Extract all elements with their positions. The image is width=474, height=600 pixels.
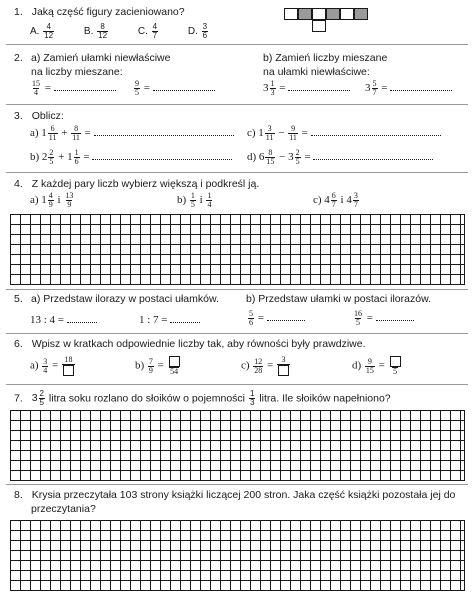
q1-header	[14, 6, 185, 18]
divider	[6, 44, 468, 45]
q3-c: c) 1 $\frac{3}{11}$ − $\frac{9}{11}$ =	[247, 125, 441, 142]
answer-blank[interactable]	[390, 82, 452, 91]
q5-a1: 13 : 4 =	[30, 314, 97, 326]
q3-a: a) 1 $\frac{6}{11}$ + $\frac{8}{11}$ =	[30, 125, 234, 142]
q1-option-b-fraction: $\frac{8}{12}$	[98, 22, 108, 40]
q6-a: a) $\frac{3}{4}$ = 18	[30, 356, 76, 376]
divider	[6, 104, 468, 105]
answer-box[interactable]	[63, 365, 74, 376]
answer-blank[interactable]	[376, 312, 414, 321]
q7-number: 7.	[14, 392, 23, 405]
q5-a2: 1 : 7 =	[139, 314, 200, 326]
q1-option-a-fraction: $\frac{4}{12}$	[44, 22, 54, 40]
answer-blank[interactable]	[313, 151, 433, 160]
q1-option-d: D. $\frac{3}{6}$	[187, 22, 208, 40]
answer-grid[interactable]	[10, 410, 465, 481]
q5-number: 5.	[14, 293, 23, 305]
q1-option-c-fraction: $\frac{4}{7}$	[152, 22, 158, 40]
answer-blank[interactable]	[267, 312, 305, 321]
q8-number: 8.	[14, 489, 23, 501]
answer-blank[interactable]	[92, 151, 232, 160]
q2-b-item-1: 3 $\frac{1}{3}$ =	[263, 80, 350, 97]
q3-header	[14, 110, 64, 122]
q5-b2: $\frac{16}{5}$ =	[352, 310, 414, 327]
q2-number: 2.	[14, 52, 23, 64]
q2-b-line2: na ułamki niewłaściwe:	[263, 66, 370, 78]
q3-d: d) 6 $\frac{8}{15}$ − 3 $\frac{2}{5}$ =	[247, 149, 433, 166]
divider	[6, 172, 468, 173]
q3-number: 3.	[14, 110, 23, 122]
q3-b: b) 2 $\frac{2}{5}$ + 1 $\frac{1}{6}$ =	[30, 149, 232, 166]
answer-grid[interactable]	[10, 214, 465, 285]
q8-line2: przeczytania?	[31, 503, 96, 515]
q8-text: Krysia przeczytała 103 strony książki liczącej 200 stron. Jaka część książki pozostała jej do	[31, 489, 456, 501]
divider	[6, 333, 468, 334]
q1-option-d-fraction: $\frac{3}{6}$	[202, 22, 208, 40]
q4-text: Z każdej pary liczb wybierz większą i podkreśl ją.	[31, 178, 260, 190]
q1-text: Jaką część figury zacieniowano?	[31, 6, 185, 18]
divider	[6, 384, 468, 385]
q6-number: 6.	[14, 338, 23, 350]
answer-blank[interactable]	[67, 314, 97, 323]
answer-blank[interactable]	[94, 127, 234, 136]
q2-a-line2: na liczby mieszane:	[31, 66, 123, 78]
q5-b-text: b) Przedstaw ułamki w postaci ilorazów.	[246, 293, 431, 305]
q8-line1	[14, 489, 455, 501]
answer-grid[interactable]	[10, 520, 465, 591]
q1-option-a: A. $\frac{4}{12}$	[30, 22, 54, 40]
q2-b-item-2: 3 $\frac{5}{7}$ =	[365, 80, 452, 97]
q2-b-line1: b) Zamień liczby mieszane	[263, 52, 388, 64]
q1-option-b: B. $\frac{8}{12}$	[83, 22, 108, 40]
q1-options	[30, 23, 209, 40]
answer-blank[interactable]	[288, 82, 350, 91]
q4-header	[14, 178, 259, 190]
q4-a: a) 1 $\frac{4}{9}$ i $\frac{13}{9}$	[30, 191, 74, 209]
q4-c: c) 4 $\frac{6}{7}$ i 4 $\frac{3}{7}$	[313, 191, 358, 209]
answer-box[interactable]	[390, 356, 401, 367]
q6-d: d) $\frac{9}{15}$ = 5	[352, 356, 403, 376]
q7-text: litra soku rozlano do słoików o pojemności	[48, 392, 246, 405]
answer-blank[interactable]	[153, 82, 215, 91]
answer-blank[interactable]	[170, 314, 200, 323]
answer-box[interactable]	[169, 356, 180, 367]
q1-option-c: C. $\frac{4}{7}$	[137, 22, 158, 40]
q6-text: Wpisz w kratkach odpowiednie liczby tak, aby równości były prawdziwe.	[31, 338, 366, 350]
q3-text: Oblicz:	[31, 110, 64, 122]
q2-a-item-1: $\frac{15}{4}$ =	[30, 80, 116, 97]
q1-number: 1.	[14, 6, 23, 18]
q7-header: 7. 3 $\frac{2}{5}$ litra soku rozlano do słoików o pojemności $\frac{1}{3}$ litra. Ile słoików napełniono?	[14, 389, 391, 407]
q5-a-text: a) Przedstaw ilorazy w postaci ułamków.	[31, 293, 219, 305]
q5-b1: $\frac{5}{6}$ =	[247, 310, 305, 327]
q2-a-item-2: $\frac{9}{5}$ =	[133, 80, 215, 97]
q6-header	[14, 338, 366, 350]
divider	[6, 289, 468, 290]
q6-c: c) $\frac{12}{28}$ = 3	[241, 356, 291, 376]
q2-a-line1: a) Zamień ułamki niewłaściwe	[31, 52, 171, 64]
answer-blank[interactable]	[311, 127, 441, 136]
q4-b: b) $\frac{1}{5}$ i $\frac{1}{4}$	[177, 191, 212, 209]
q4-number: 4.	[14, 178, 23, 190]
answer-blank[interactable]	[54, 82, 116, 91]
divider	[6, 484, 468, 485]
answer-box[interactable]	[278, 365, 289, 376]
q6-b: b) $\frac{7}{9}$ = 54	[135, 356, 179, 376]
